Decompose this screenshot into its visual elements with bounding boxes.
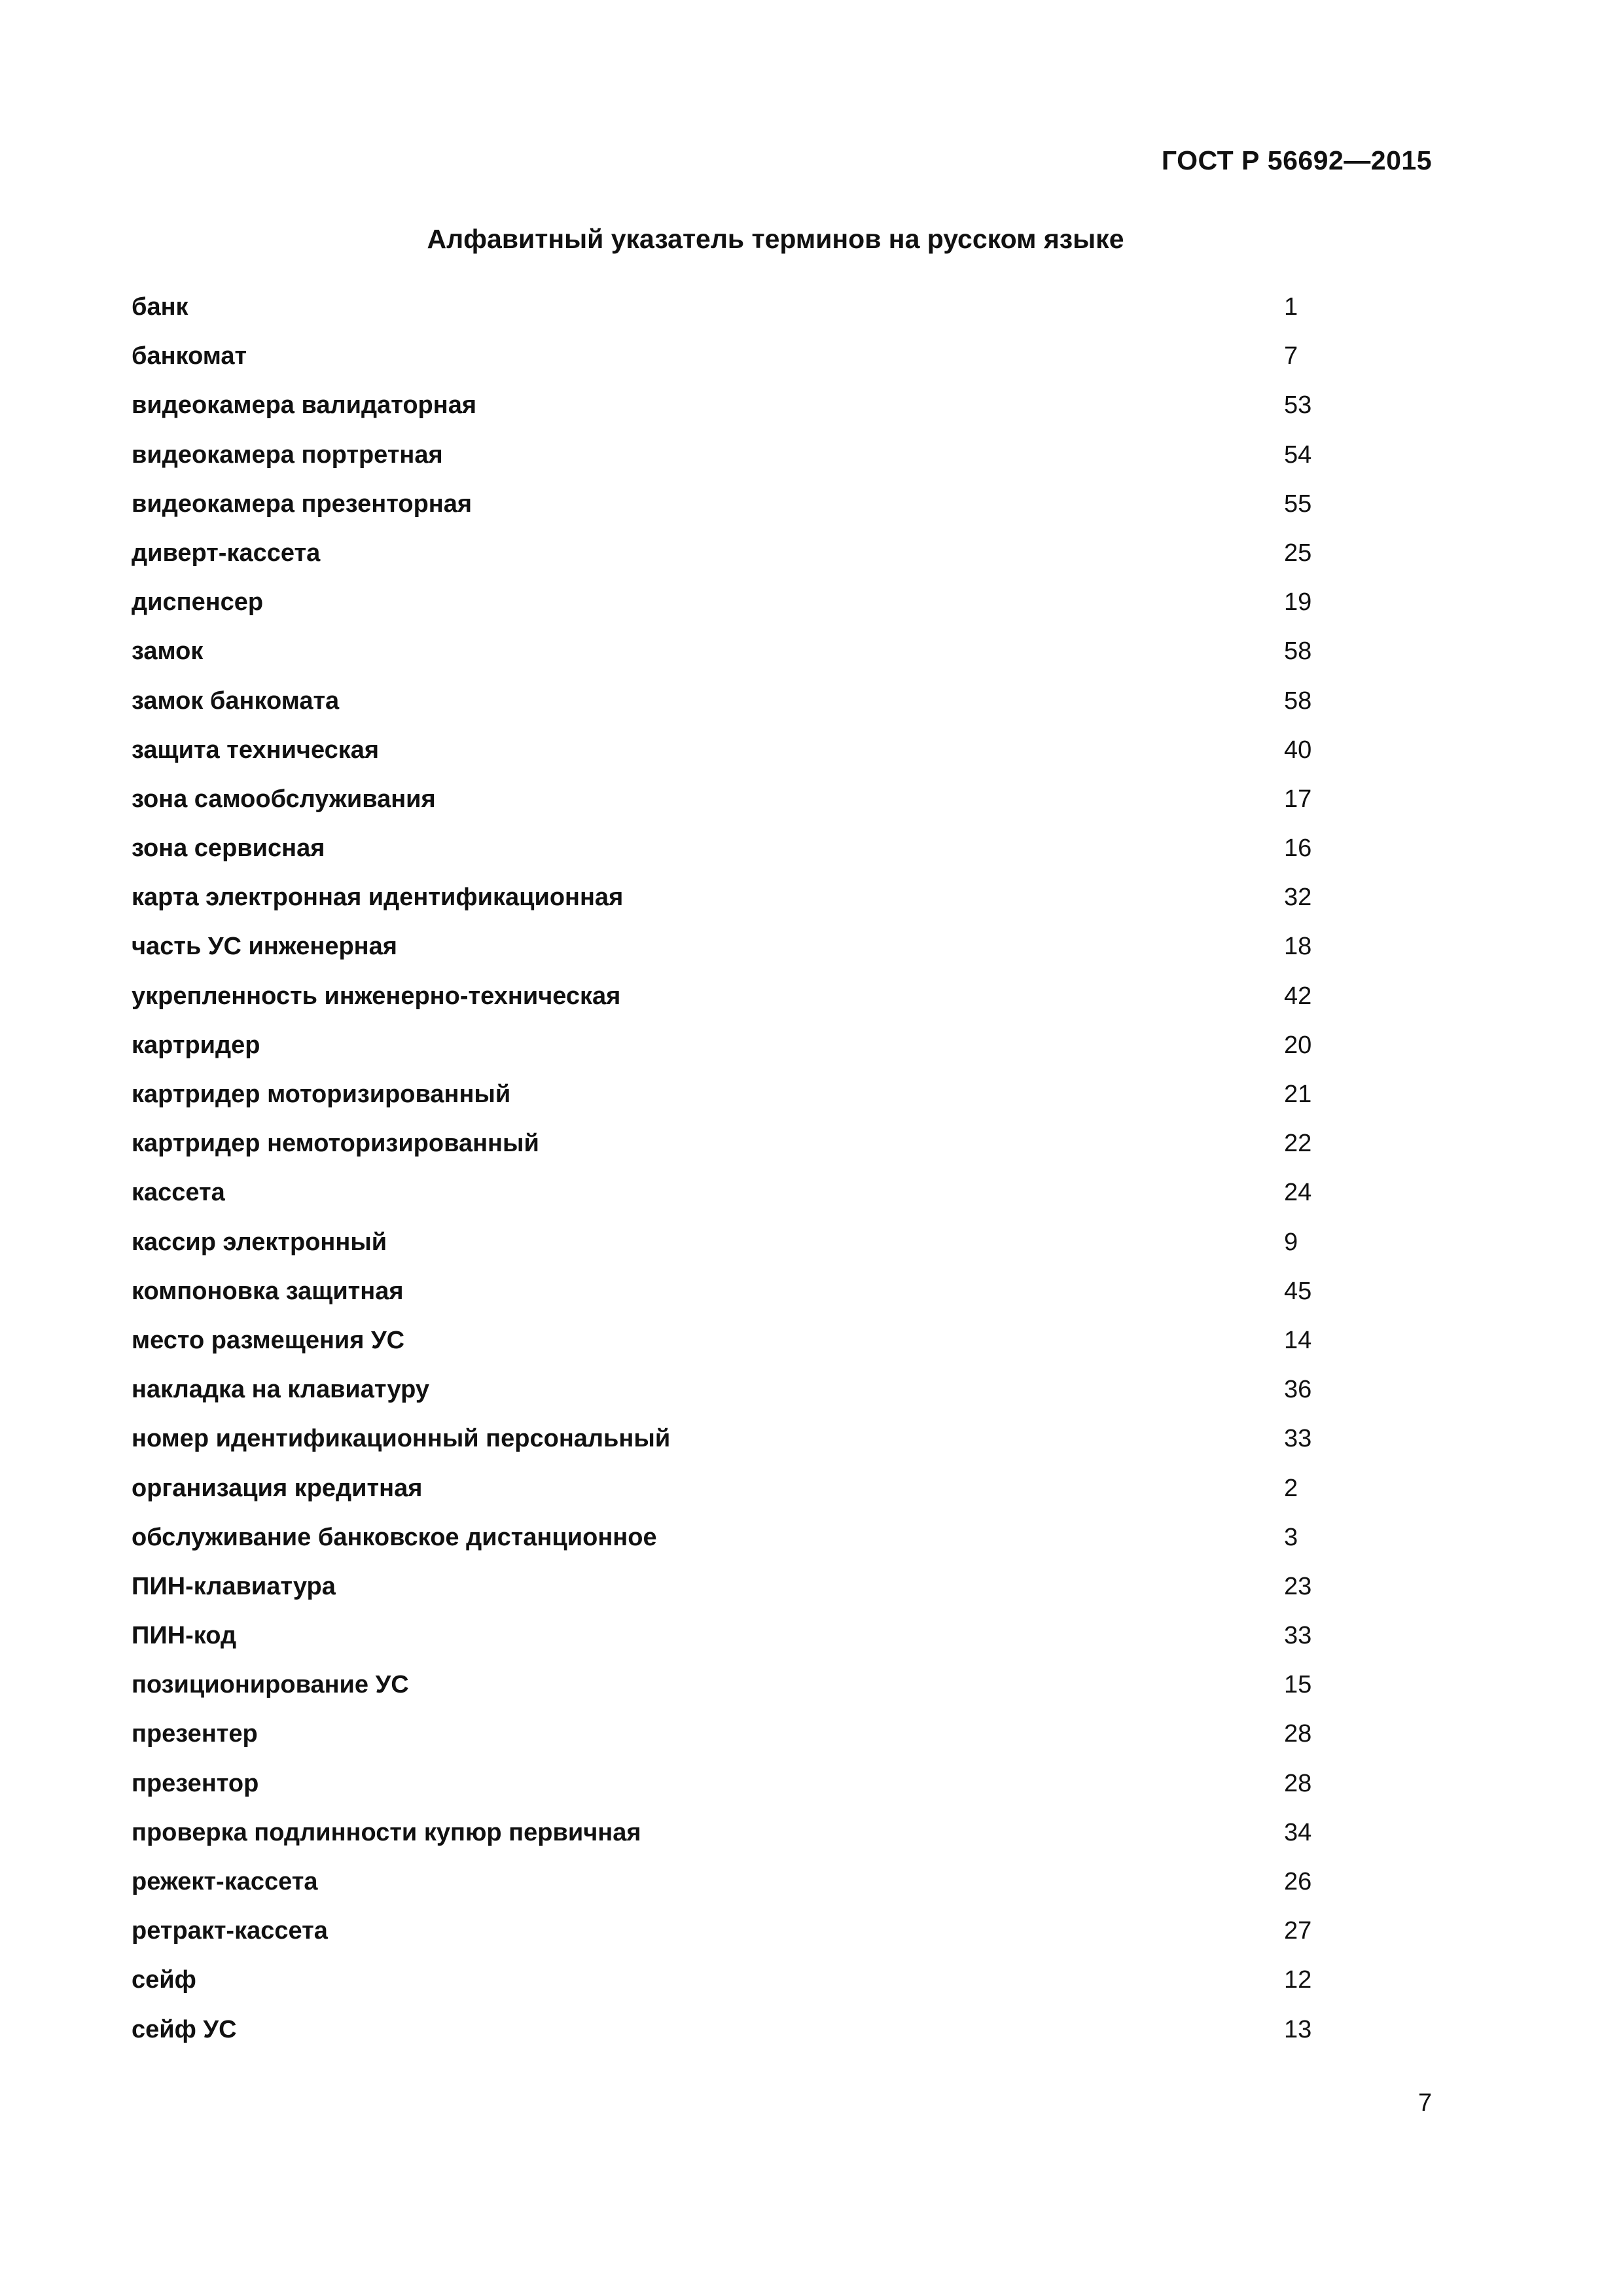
index-entry xyxy=(132,1081,1375,1130)
index-term-number: 27 xyxy=(1284,1917,1312,1945)
index-entry xyxy=(132,539,1375,588)
index-term: накладка на клавиатуру xyxy=(132,1376,429,1404)
index-entry xyxy=(132,736,1375,785)
index-term-number: 1 xyxy=(1284,293,1298,321)
index-term: часть УС инженерная xyxy=(132,933,397,961)
index-entry xyxy=(132,441,1375,490)
index-term-number: 23 xyxy=(1284,1572,1312,1600)
index-term: диверт-кассета xyxy=(132,539,321,567)
index-entry xyxy=(132,1229,1375,1278)
index-term-number: 19 xyxy=(1284,588,1312,617)
index-term-number: 28 xyxy=(1284,1769,1312,1797)
index-entry xyxy=(132,884,1375,933)
index-term-number: 12 xyxy=(1284,1966,1312,1994)
index-term-number: 20 xyxy=(1284,1031,1312,1059)
index-entry xyxy=(132,342,1375,391)
index-entry xyxy=(132,687,1375,736)
index-term: кассета xyxy=(132,1179,225,1207)
index-term-number: 15 xyxy=(1284,1671,1312,1699)
index-entry xyxy=(132,1622,1375,1671)
index-term-number: 21 xyxy=(1284,1081,1312,1108)
index-term-number: 3 xyxy=(1284,1523,1298,1551)
index-term-number: 32 xyxy=(1284,884,1312,912)
index-entry xyxy=(132,785,1375,834)
index-title: Алфавитный указатель терминов на русском языке xyxy=(427,224,1124,254)
index-term-number: 26 xyxy=(1284,1868,1312,1895)
index-term: картридер xyxy=(132,1031,260,1059)
index-term-number: 2 xyxy=(1284,1474,1298,1502)
index-term-number: 16 xyxy=(1284,834,1312,863)
index-entry xyxy=(132,1819,1375,1868)
index-term: номер идентификационный персональный xyxy=(132,1425,671,1453)
index-entry xyxy=(132,1376,1375,1425)
index-entry xyxy=(132,1524,1375,1573)
index-entry xyxy=(132,1720,1375,1769)
index-entry xyxy=(132,1130,1375,1179)
index-term-number: 17 xyxy=(1284,785,1312,813)
index-entry xyxy=(132,1917,1375,1966)
index-entry xyxy=(132,933,1375,982)
index-term: защита техническая xyxy=(132,736,380,764)
index-term-number: 40 xyxy=(1284,736,1312,764)
index-entry xyxy=(132,1671,1375,1720)
index-term: презентор xyxy=(132,1769,259,1797)
index-term: карта электронная идентификационная xyxy=(132,884,624,912)
index-term-number: 25 xyxy=(1284,539,1312,567)
index-entry xyxy=(132,2016,1375,2065)
index-term: презентер xyxy=(132,1720,258,1748)
index-term-number: 58 xyxy=(1284,637,1312,666)
index-entry xyxy=(132,1475,1375,1524)
index-entry xyxy=(132,1425,1375,1474)
index-term: зона сервисная xyxy=(132,834,325,863)
index-entry xyxy=(132,637,1375,687)
index-term-number: 7 xyxy=(1284,342,1298,370)
index-entry xyxy=(132,1573,1375,1622)
index-entry xyxy=(132,588,1375,637)
index-term: позиционирование УС xyxy=(132,1671,409,1699)
index-term: видеокамера портретная xyxy=(132,440,443,469)
index-term: кассир электронный xyxy=(132,1228,387,1256)
index-term-number: 28 xyxy=(1284,1720,1312,1748)
index-entry xyxy=(132,1179,1375,1228)
index-term: замок xyxy=(132,637,204,666)
index-term-number: 36 xyxy=(1284,1376,1312,1404)
index-term: зона самообслуживания xyxy=(132,785,436,813)
index-term-number: 24 xyxy=(1284,1179,1312,1207)
index-term: организация кредитная xyxy=(132,1474,423,1502)
index-term: укрепленность инженерно-техническая xyxy=(132,982,621,1010)
index-term: режект-кассета xyxy=(132,1868,318,1895)
index-term: видеокамера презенторная xyxy=(132,490,473,518)
index-term-number: 9 xyxy=(1284,1228,1298,1256)
index-term: ПИН-клавиатура xyxy=(132,1572,336,1600)
index-term-number: 14 xyxy=(1284,1326,1312,1354)
index-term: диспенсер xyxy=(132,588,264,617)
index-term: замок банкомата xyxy=(132,687,340,715)
index-term-number: 34 xyxy=(1284,1818,1312,1846)
index-term-number: 53 xyxy=(1284,391,1312,420)
index-term: сейф xyxy=(132,1966,196,1994)
term-index-list xyxy=(132,293,1375,2065)
index-term-number: 58 xyxy=(1284,687,1312,715)
index-term: ретракт-кассета xyxy=(132,1917,328,1945)
index-entry xyxy=(132,293,1375,342)
index-term: обслуживание банковское дистанционное xyxy=(132,1523,657,1551)
index-entry xyxy=(132,982,1375,1031)
index-entry xyxy=(132,1278,1375,1327)
page-number: 7 xyxy=(1418,2089,1432,2117)
index-entry xyxy=(132,391,1375,440)
document-code: ГОСТ Р 56692—2015 xyxy=(1161,145,1432,175)
index-term-number: 33 xyxy=(1284,1425,1312,1453)
index-term: видеокамера валидаторная xyxy=(132,391,477,420)
index-entry xyxy=(132,1966,1375,2015)
index-term-number: 55 xyxy=(1284,490,1312,518)
index-term: картридер немоторизированный xyxy=(132,1130,539,1158)
index-term-number: 54 xyxy=(1284,440,1312,469)
index-term: проверка подлинности купюр первичная xyxy=(132,1818,641,1846)
index-term: сейф УС xyxy=(132,2015,237,2043)
index-term: место размещения УС xyxy=(132,1326,405,1354)
index-entry xyxy=(132,1770,1375,1819)
index-term-number: 45 xyxy=(1284,1277,1312,1305)
index-term-number: 13 xyxy=(1284,2015,1312,2043)
index-term: ПИН-код xyxy=(132,1622,237,1650)
index-term-number: 22 xyxy=(1284,1130,1312,1158)
index-term: банк xyxy=(132,293,188,321)
index-entry xyxy=(132,490,1375,539)
index-term: банкомат xyxy=(132,342,247,370)
index-term-number: 33 xyxy=(1284,1622,1312,1650)
index-entry xyxy=(132,1031,1375,1081)
index-term-number: 42 xyxy=(1284,982,1312,1010)
index-term-number: 18 xyxy=(1284,933,1312,961)
index-term: компоновка защитная xyxy=(132,1277,404,1305)
index-term: картридер моторизированный xyxy=(132,1081,511,1108)
index-entry xyxy=(132,1327,1375,1376)
index-entry xyxy=(132,1868,1375,1917)
index-entry xyxy=(132,834,1375,884)
